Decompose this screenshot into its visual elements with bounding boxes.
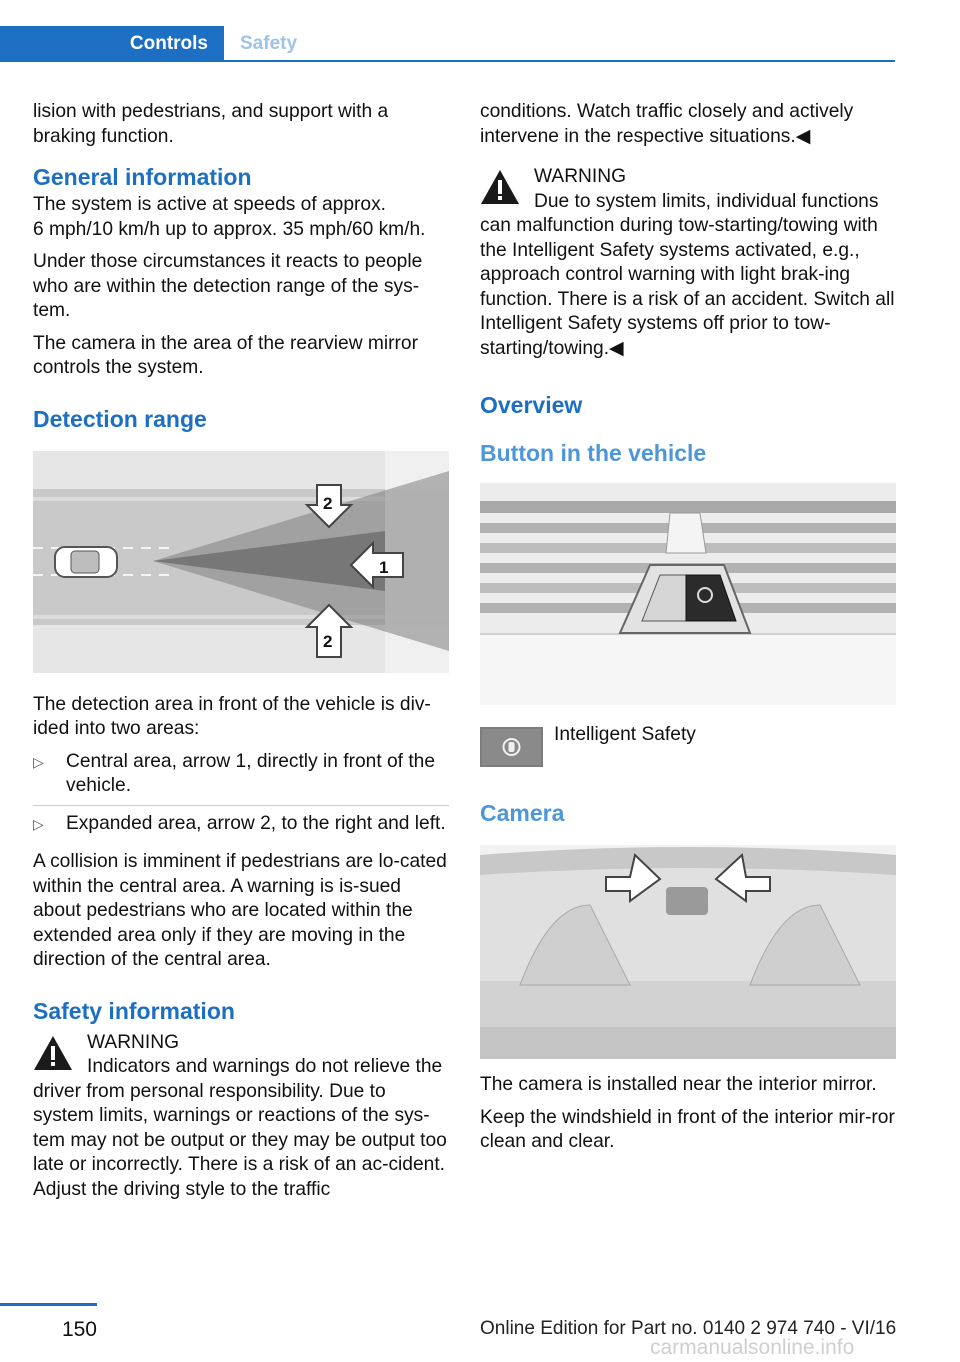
arrow-2-bottom-label: 2 <box>323 631 333 651</box>
header-tabs <box>0 26 895 62</box>
general-p1-line2: 6 mph/10 km/h up to approx. 35 mph/60 km/h. <box>33 218 426 240</box>
arrow-2-top-label: 2 <box>323 493 333 513</box>
list-item <box>33 750 449 806</box>
list-item-text: Central area, arrow 1, directly in front of the vehicle. <box>66 750 435 796</box>
warning-block-2 <box>480 165 896 361</box>
general-paragraph-3: The camera in the area of the rearview mirror controls the system. <box>33 332 418 378</box>
tab-safety[interactable]: Safety <box>240 33 298 54</box>
warning-title: WARNING <box>87 1031 180 1053</box>
intelligent-safety-label: Intelligent Safety <box>554 724 696 745</box>
warning-body: Indicators and warnings do not relieve the driver from personal responsibility. Due to system limits, warnings or reactions of the sys-tem may not be output or they may be output too late or incorrectly. There is a risk of an ac-cident. Adjust the driving style to the traffic <box>33 1056 447 1200</box>
safety-information-heading: Safety information <box>33 997 235 1024</box>
detection-range-heading: Detection range <box>33 405 207 432</box>
watermark-text: carmanualsonline.info <box>650 1336 855 1359</box>
intelligent-safety-button-icon <box>480 727 543 767</box>
warning-triangle-icon <box>480 169 520 205</box>
car-icon <box>55 547 117 577</box>
arrow-1-label: 1 <box>379 557 389 577</box>
camera-paragraph-2: Keep the windshield in front of the interior mir-ror clean and clear. <box>480 1106 895 1152</box>
warning-triangle-icon <box>33 1035 73 1071</box>
edition-text: Online Edition for Part no. 0140 2 974 740 - VI/16 <box>480 1318 897 1339</box>
general-information-heading: General information <box>33 164 252 190</box>
general-paragraph-1 <box>33 193 449 242</box>
camera-illustration <box>480 845 896 1059</box>
triangle-bullet-icon: ▷ <box>33 815 44 832</box>
left-column <box>33 100 449 1202</box>
page-number: 150 <box>61 1318 97 1341</box>
warning-block <box>33 1031 449 1203</box>
detection-range-illustration <box>33 451 449 673</box>
detection-paragraph-1: The detection area in front of the vehicle is div-ided into two areas: <box>33 693 431 739</box>
general-paragraph-2: Under those circumstances it reacts to people who are within the detection range of the sys-tem. <box>33 251 423 321</box>
camera-heading: Camera <box>480 800 565 826</box>
button-in-vehicle-heading: Button in the vehicle <box>480 440 707 466</box>
overview-heading: Overview <box>480 392 583 418</box>
detection-paragraph-2: A collision is imminent if pedestrians are lo-cated within the central area. A warning is is-sued about pedestrians who are located within the extended area only if they are moving in the direction of the central area. <box>33 851 447 970</box>
general-p1-line1: The system is active at speeds of approx. <box>33 194 387 215</box>
right-column <box>480 100 896 1163</box>
footer-rule <box>0 1303 97 1306</box>
triangle-bullet-icon: ▷ <box>33 753 44 770</box>
warning-title: WARNING <box>534 166 627 187</box>
intro-text: lision with pedestrians, and support with a braking function. <box>33 101 389 147</box>
intelligent-safety-legend <box>480 723 896 779</box>
header-rule <box>0 60 895 62</box>
tab-controls[interactable]: Controls <box>0 26 224 62</box>
camera-paragraph-1: The camera is installed near the interior mirror. <box>480 1074 877 1095</box>
warning-body: Due to system limits, individual functions can malfunction during tow-starting/towing with the Intelligent Safety systems activated, e.g., approach control warning with light brak-ing function. There is a risk of an accident. Switch all Intelligent Safety systems off prior to tow-starting/towing.◀ <box>480 190 895 359</box>
list-item <box>33 812 449 843</box>
continued-text: conditions. Watch traffic closely and actively intervene in the respective situations.◀ <box>480 101 854 147</box>
list-item-text: Expanded area, arrow 2, to the right and left. <box>66 812 446 834</box>
detection-area-list <box>33 750 449 843</box>
dashboard-button-illustration <box>480 483 896 705</box>
